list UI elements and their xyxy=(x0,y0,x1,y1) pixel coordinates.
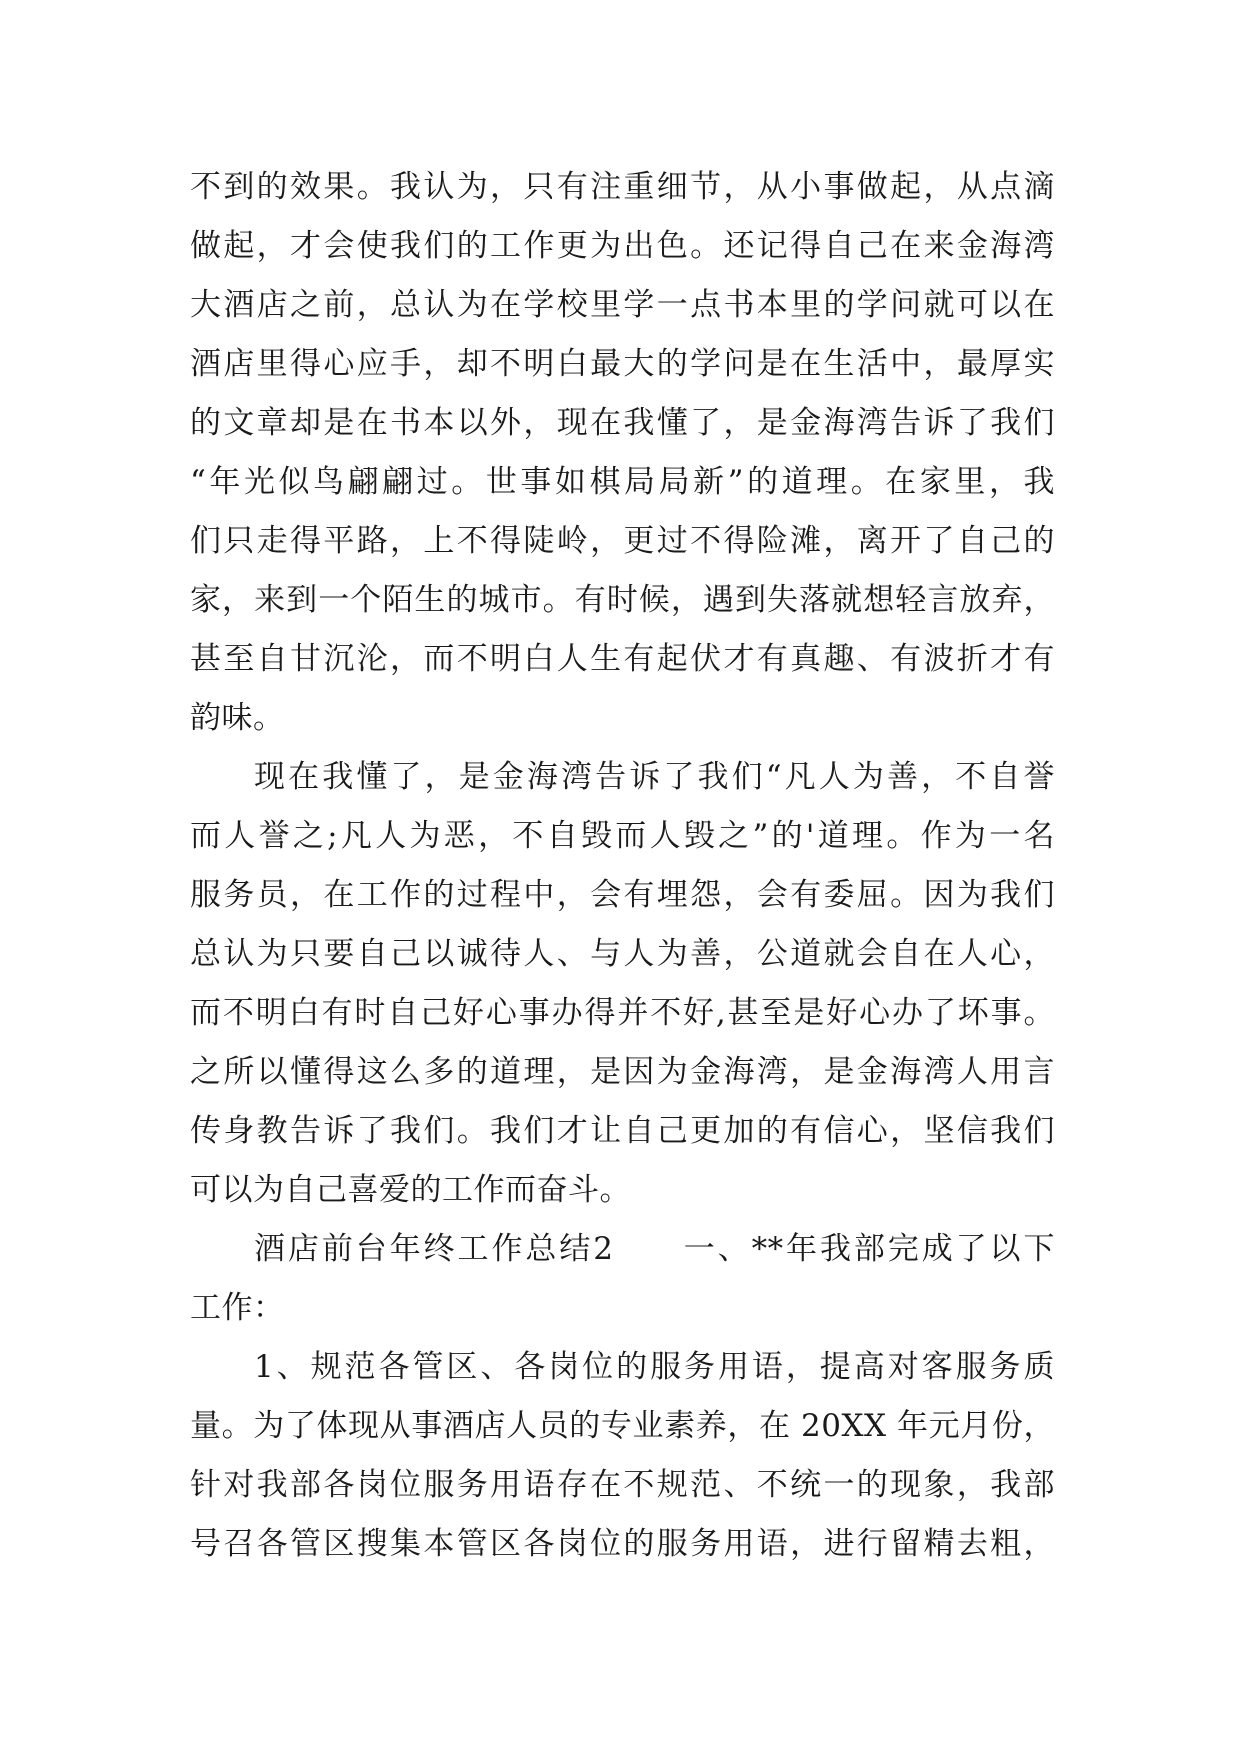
text-line: 之所以懂得这么多的道理，是因为金海湾，是金海湾人用言 xyxy=(190,1054,1055,1090)
text-line: 而人誉之;凡人为恶，不自毁而人毁之”的'道理。作为一名 xyxy=(190,818,1055,854)
text-line: 1、规范各管区、各岗位的服务用语，提高对客服务质 xyxy=(254,1349,1055,1385)
text-line: 的文章却是在书本以外，现在我懂了，是金海湾告诉了我们 xyxy=(190,405,1055,441)
text-line: 传身教告诉了我们。我们才让自己更加的有信心，坚信我们 xyxy=(190,1113,1055,1149)
text-line: 酒店里得心应手，却不明白最大的学问是在生活中，最厚实 xyxy=(190,346,1055,382)
text-line: 号召各管区搜集本管区各岗位的服务用语，进行留精去粗， xyxy=(190,1526,1055,1562)
text-line: 韵味。 xyxy=(190,700,285,736)
text-line: 甚至自甘沉沦，而不明白人生有起伏才有真趣、有波折才有 xyxy=(190,641,1055,677)
text-line: 总认为只要自己以诚待人、与人为善，公道就会自在人心， xyxy=(190,936,1055,972)
paragraph xyxy=(190,1220,1055,1338)
text-line: 做起，才会使我们的工作更为出色。还记得自己在来金海湾 xyxy=(190,228,1055,264)
text-line: 家，来到一个陌生的城市。有时候，遇到失落就想轻言放弃， xyxy=(190,582,1055,618)
text-line: 不到的效果。我认为，只有注重细节，从小事做起，从点滴 xyxy=(190,169,1055,205)
paragraph xyxy=(190,158,1055,748)
text-line: 工作： xyxy=(190,1290,285,1326)
text-line: 可以为自己喜爱的工作而奋斗。 xyxy=(190,1172,631,1208)
text-line: 们只走得平路，上不得陡岭，更过不得险滩，离开了自己的 xyxy=(190,523,1055,559)
paragraph xyxy=(190,1338,1055,1574)
paragraph xyxy=(190,748,1055,1220)
text-line: 大酒店之前，总认为在学校里学一点书本里的学问就可以在 xyxy=(190,287,1055,323)
document-body xyxy=(190,158,1055,1574)
text-line: 现在我懂了，是金海湾告诉了我们“凡人为善，不自誉 xyxy=(254,759,1055,795)
text-line: 针对我部各岗位服务用语存在不规范、不统一的现象，我部 xyxy=(190,1467,1055,1503)
text-line: 服务员，在工作的过程中，会有埋怨，会有委屈。因为我们 xyxy=(190,877,1055,913)
text-line: 而不明白有时自己好心事办得并不好,甚至是好心办了坏事。 xyxy=(190,995,1055,1031)
text-line: 酒店前台年终工作总结2 一、**年我部完成了以下 xyxy=(254,1231,1055,1267)
text-line: “年光似鸟翩翩过。世事如棋局局新”的道理。在家里，我 xyxy=(190,464,1055,500)
text-line: 量。为了体现从事酒店人员的专业素养，在 20XX 年元月份， xyxy=(190,1408,1055,1444)
